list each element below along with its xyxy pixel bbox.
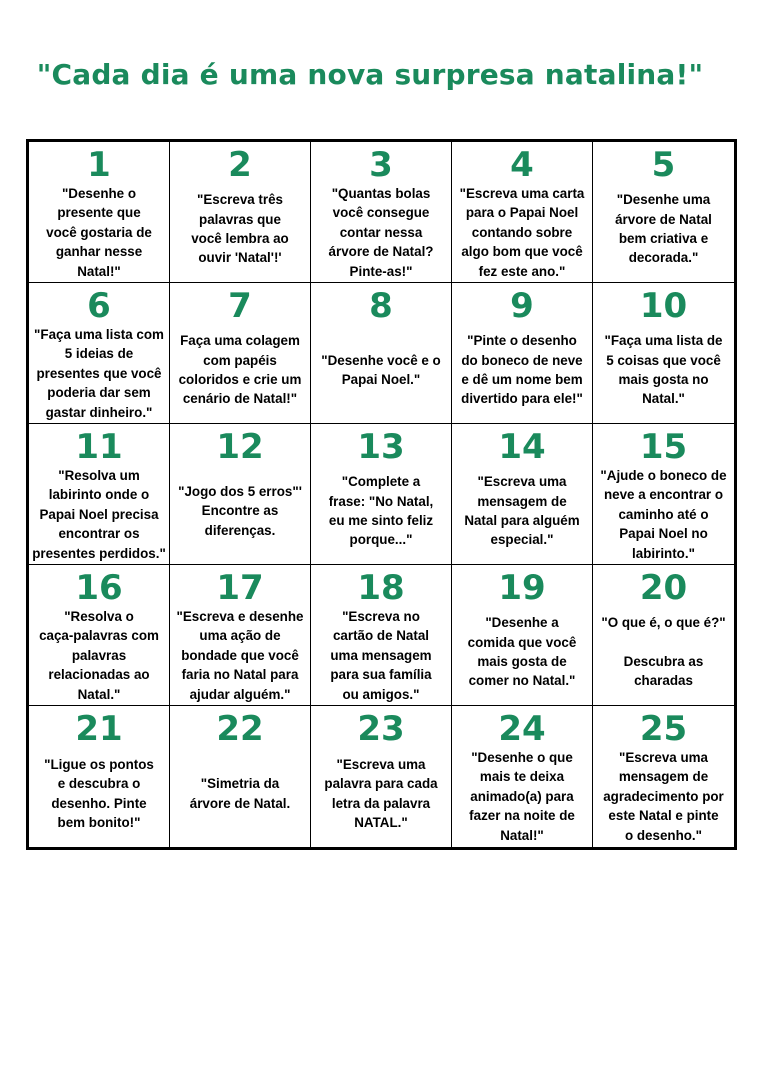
- day-cell-13: [311, 424, 452, 565]
- day-number: 11: [75, 427, 123, 467]
- day-activity: "Desenhe uma árvore de Natal bem criativa e decorada.": [615, 192, 712, 266]
- day-activity: "Ajude o boneco de neve a encontrar o caminho até o Papai Noel no labirinto.": [600, 468, 727, 561]
- day-cell-24: [452, 706, 593, 847]
- day-number: 12: [216, 427, 264, 467]
- day-activity: "Escreva uma mensagem de Natal para alguém especial.": [464, 474, 580, 548]
- day-cell-12: [170, 424, 311, 565]
- day-number: 16: [75, 568, 123, 608]
- day-cell-15: [593, 424, 734, 565]
- day-number: 20: [639, 568, 688, 608]
- day-activity: "Desenhe o presente que você gostaria de ganhar nesse Natal!": [46, 186, 152, 279]
- day-number: 23: [357, 709, 405, 749]
- day-cell-3: [311, 142, 452, 283]
- day-activity: "Complete a frase: "No Natal, eu me sinto feliz porque...": [328, 474, 434, 548]
- day-cell-5: [593, 142, 734, 283]
- day-activity: "Escreva três palavras que você lembra ao ouvir 'Natal'!': [191, 192, 289, 266]
- day-number: 4: [510, 145, 534, 185]
- day-activity: "Escreva uma carta para o Papai Noel contando sobre algo bom que você fez este ano.": [459, 186, 585, 279]
- day-cell-17: [170, 565, 311, 706]
- day-cell-14: [452, 424, 593, 565]
- day-number: 19: [498, 568, 546, 608]
- day-cell-19: [452, 565, 593, 706]
- day-cell-25: [593, 706, 734, 847]
- day-activity: "Simetria da árvore de Natal.: [189, 776, 291, 811]
- day-number: 6: [87, 286, 111, 326]
- day-activity: "Faça uma lista de 5 coisas que você mais gosta no Natal.": [604, 333, 723, 407]
- day-activity: "Desenhe a comida que você mais gosta de comer no Natal.": [467, 615, 577, 689]
- day-cell-9: [452, 283, 593, 424]
- day-cell-1: [29, 142, 170, 283]
- day-number: 8: [369, 286, 393, 326]
- advent-calendar-grid: [26, 139, 737, 850]
- day-activity: "Escreva no cartão de Natal uma mensagem para sua família ou amigos.": [330, 609, 432, 702]
- day-cell-16: [29, 565, 170, 706]
- day-activity: "Quantas bolas você consegue contar nessa árvore de Natal? Pinte-as!": [328, 186, 434, 279]
- day-cell-8: [311, 283, 452, 424]
- day-number: 14: [498, 427, 546, 467]
- day-activity: Faça uma colagem com papéis coloridos e crie um cenário de Natal!": [178, 333, 302, 407]
- day-number: 2: [228, 145, 252, 185]
- day-number: 7: [228, 286, 252, 326]
- day-cell-7: [170, 283, 311, 424]
- day-number: 13: [357, 427, 405, 467]
- day-cell-18: [311, 565, 452, 706]
- day-number: 17: [216, 568, 264, 608]
- day-activity: "Ligue os pontos e descubra o desenho. Pinte bem bonito!": [44, 756, 154, 830]
- day-activity: "Faça uma lista com 5 ideias de presentes que você poderia dar sem gastar dinheiro.": [34, 327, 164, 420]
- day-number: 18: [357, 568, 405, 608]
- day-activity: "Resolva um labirinto onde o Papai Noel precisa encontrar os presentes perdidos.": [32, 468, 166, 561]
- day-number: 5: [651, 145, 676, 185]
- day-number: 24: [498, 709, 546, 749]
- day-number: 9: [510, 286, 534, 326]
- day-cell-6: [29, 283, 170, 424]
- day-activity: "Pinte o desenho do boneco de neve e dê um nome bem divertido para ele!": [461, 333, 583, 407]
- day-number: 3: [369, 145, 393, 185]
- day-activity: "O que é, o que é?" Descubra as charadas: [601, 615, 726, 689]
- day-number: 15: [639, 427, 688, 467]
- day-cell-22: [170, 706, 311, 847]
- day-activity: "Desenhe você e o Papai Noel.": [321, 352, 441, 387]
- day-cell-4: [452, 142, 593, 283]
- day-activity: "Escreva e desenhe uma ação de bondade que você faria no Natal para ajudar alguém.": [176, 609, 304, 702]
- day-cell-20: [593, 565, 734, 706]
- day-number: 22: [216, 709, 264, 749]
- day-activity: "Resolva o caça-palavras com palavras relacionadas ao Natal.": [39, 609, 159, 702]
- page-title: "Cada dia é uma nova surpresa natalina!": [36, 58, 704, 91]
- day-cell-10: [593, 283, 734, 424]
- day-number: 1: [87, 145, 111, 185]
- day-cell-2: [170, 142, 311, 283]
- day-number: 10: [639, 286, 688, 326]
- day-activity: "Jogo dos 5 erros"' Encontre as diferenças.: [178, 483, 302, 538]
- day-number: 25: [639, 709, 688, 749]
- day-cell-11: [29, 424, 170, 565]
- day-activity: "Escreva uma palavra para cada letra da palavra NATAL.": [324, 756, 438, 830]
- day-activity: "Desenhe o que mais te deixa animado(a) para fazer na noite de Natal!": [469, 750, 575, 843]
- day-number: 21: [75, 709, 123, 749]
- day-cell-21: [29, 706, 170, 847]
- day-cell-23: [311, 706, 452, 847]
- day-activity: "Escreva uma mensagem de agradecimento por este Natal e pinte o desenho.": [603, 750, 724, 843]
